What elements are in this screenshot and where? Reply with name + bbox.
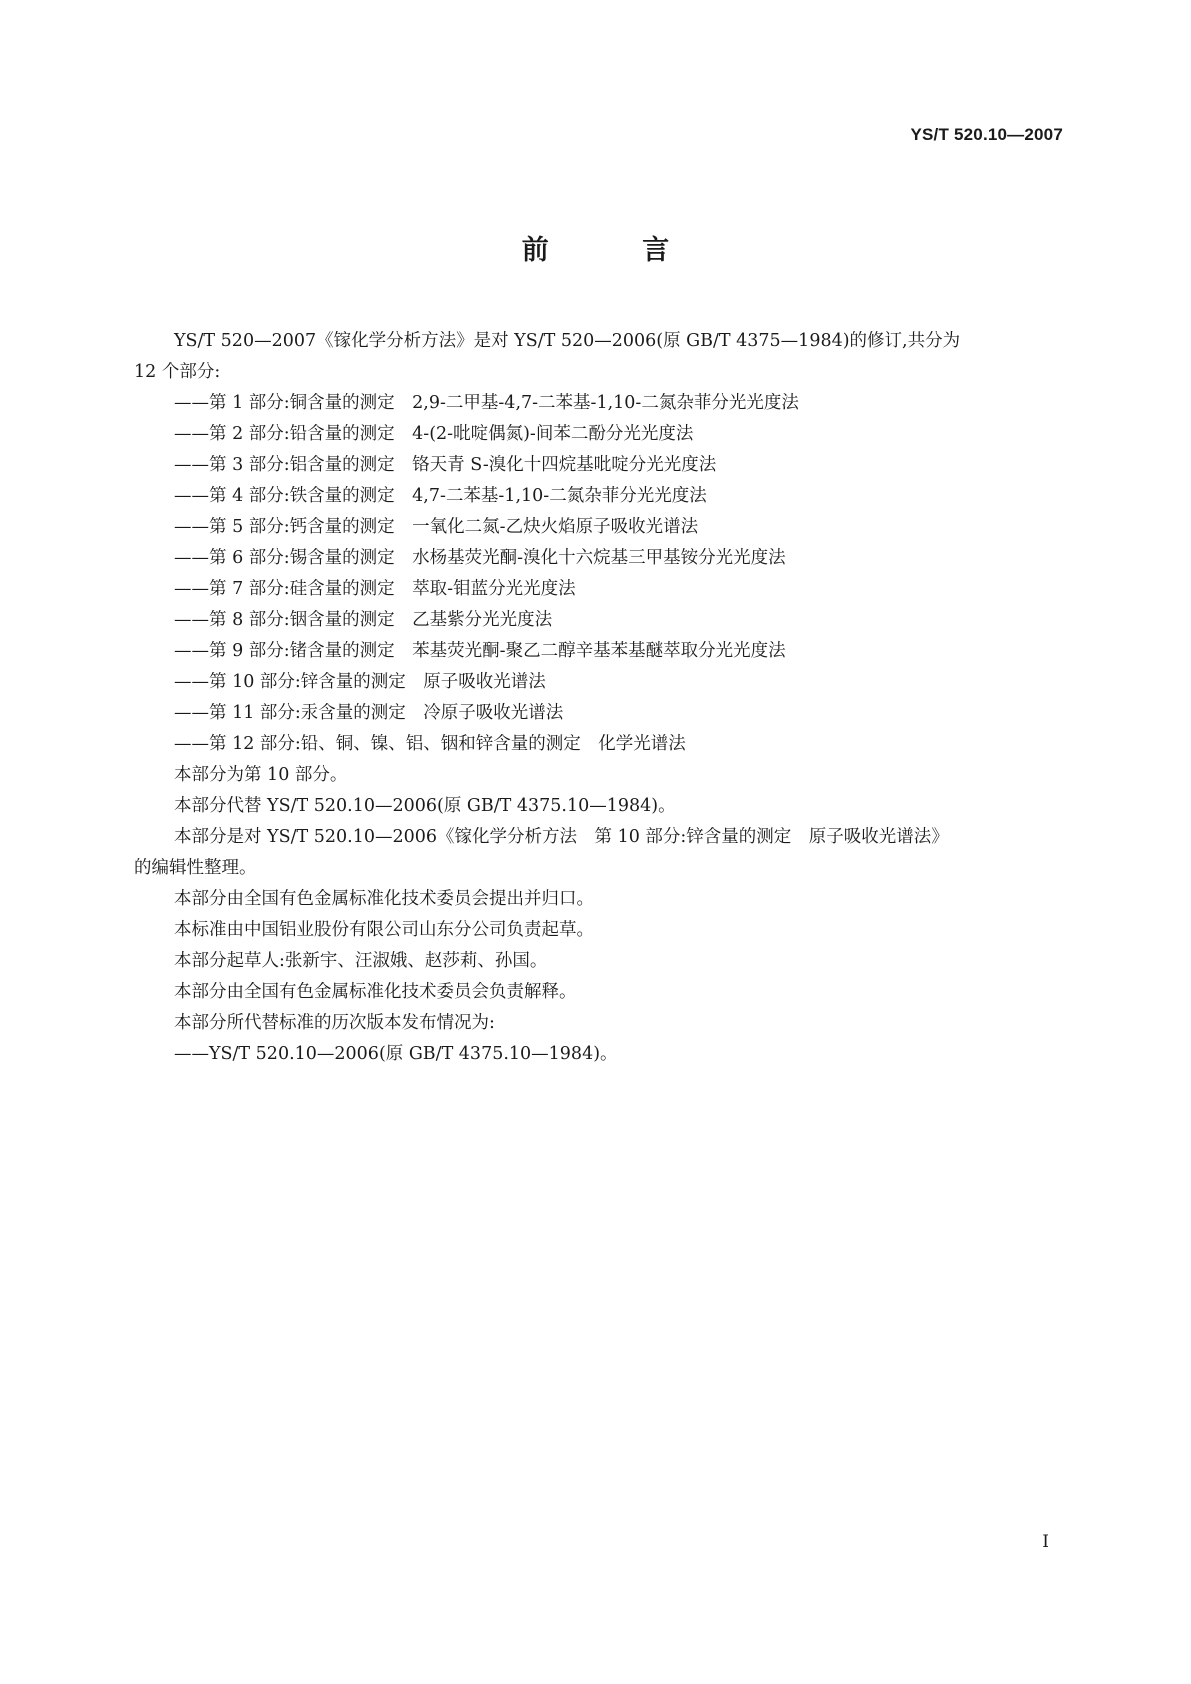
part-list-item: ——第 8 部分:铟含量的测定 乙基紫分光光度法 (174, 610, 553, 630)
replaces-paragraph: 本部分代替 YS/T 520.10—2006(原 GB/T 4375.10—1984)。 (174, 796, 676, 816)
part-list-item: ——第 2 部分:铅含量的测定 4-(2-吡啶偶氮)-间苯二酚分光光度法 (174, 424, 694, 444)
document-code: YS/T 520.10—2007 (910, 125, 1063, 144)
history-intro-paragraph: 本部分所代替标准的历次版本发布情况为: (174, 1013, 495, 1033)
part-list-item: ——第 3 部分:铝含量的测定 铬天青 S-溴化十四烷基吡啶分光光度法 (174, 455, 717, 475)
drafters-paragraph: 本部分起草人:张新宇、汪淑娥、赵莎莉、孙国。 (174, 951, 548, 971)
intro-line-1: YS/T 520—2007《镓化学分析方法》是对 YS/T 520—2006(原 GB/T 4375—1984)的修订,共分为 (174, 331, 961, 351)
page-number: I (1042, 1532, 1049, 1552)
drafted-by-paragraph: 本标准由中国铝业股份有限公司山东分公司负责起草。 (174, 920, 594, 940)
editorial-paragraph-line-2: 的编辑性整理。 (134, 858, 257, 878)
part-list-item: ——第 12 部分:铅、铜、镍、铝、铟和锌含量的测定 化学光谱法 (174, 734, 686, 754)
part-list-item: ——第 9 部分:锗含量的测定 苯基荧光酮-聚乙二醇辛基苯基醚萃取分光光度法 (174, 641, 786, 661)
intro-line-2: 12 个部分: (134, 362, 221, 382)
part-list-item: ——第 11 部分:汞含量的测定 冷原子吸收光谱法 (174, 703, 564, 723)
part-list-item: ——第 4 部分:铁含量的测定 4,7-二苯基-1,10-二氮杂菲分光光度法 (174, 486, 707, 506)
history-list-item: ——YS/T 520.10—2006(原 GB/T 4375.10—1984)。 (174, 1044, 618, 1064)
this-part-paragraph: 本部分为第 10 部分。 (174, 765, 348, 785)
part-list-item: ——第 7 部分:硅含量的测定 萃取-钼蓝分光光度法 (174, 579, 576, 599)
proposed-by-paragraph: 本部分由全国有色金属标准化技术委员会提出并归口。 (174, 889, 594, 909)
editorial-paragraph-line-1: 本部分是对 YS/T 520.10—2006《镓化学分析方法 第 10 部分:锌含量的测定 原子吸收光谱法》 (174, 827, 949, 847)
page-title: 前 言 (521, 235, 712, 266)
part-list-item: ——第 1 部分:铜含量的测定 2,9-二甲基-4,7-二苯基-1,10-二氮杂菲分光光度法 (174, 393, 799, 413)
foreword-body (134, 326, 1061, 1070)
part-list-item: ——第 10 部分:锌含量的测定 原子吸收光谱法 (174, 672, 546, 692)
part-list-item: ——第 5 部分:钙含量的测定 一氧化二氮-乙炔火焰原子吸收光谱法 (174, 517, 699, 537)
interpreted-by-paragraph: 本部分由全国有色金属标准化技术委员会负责解释。 (174, 982, 577, 1002)
part-list-item: ——第 6 部分:锡含量的测定 水杨基荧光酮-溴化十六烷基三甲基铵分光光度法 (174, 548, 786, 568)
